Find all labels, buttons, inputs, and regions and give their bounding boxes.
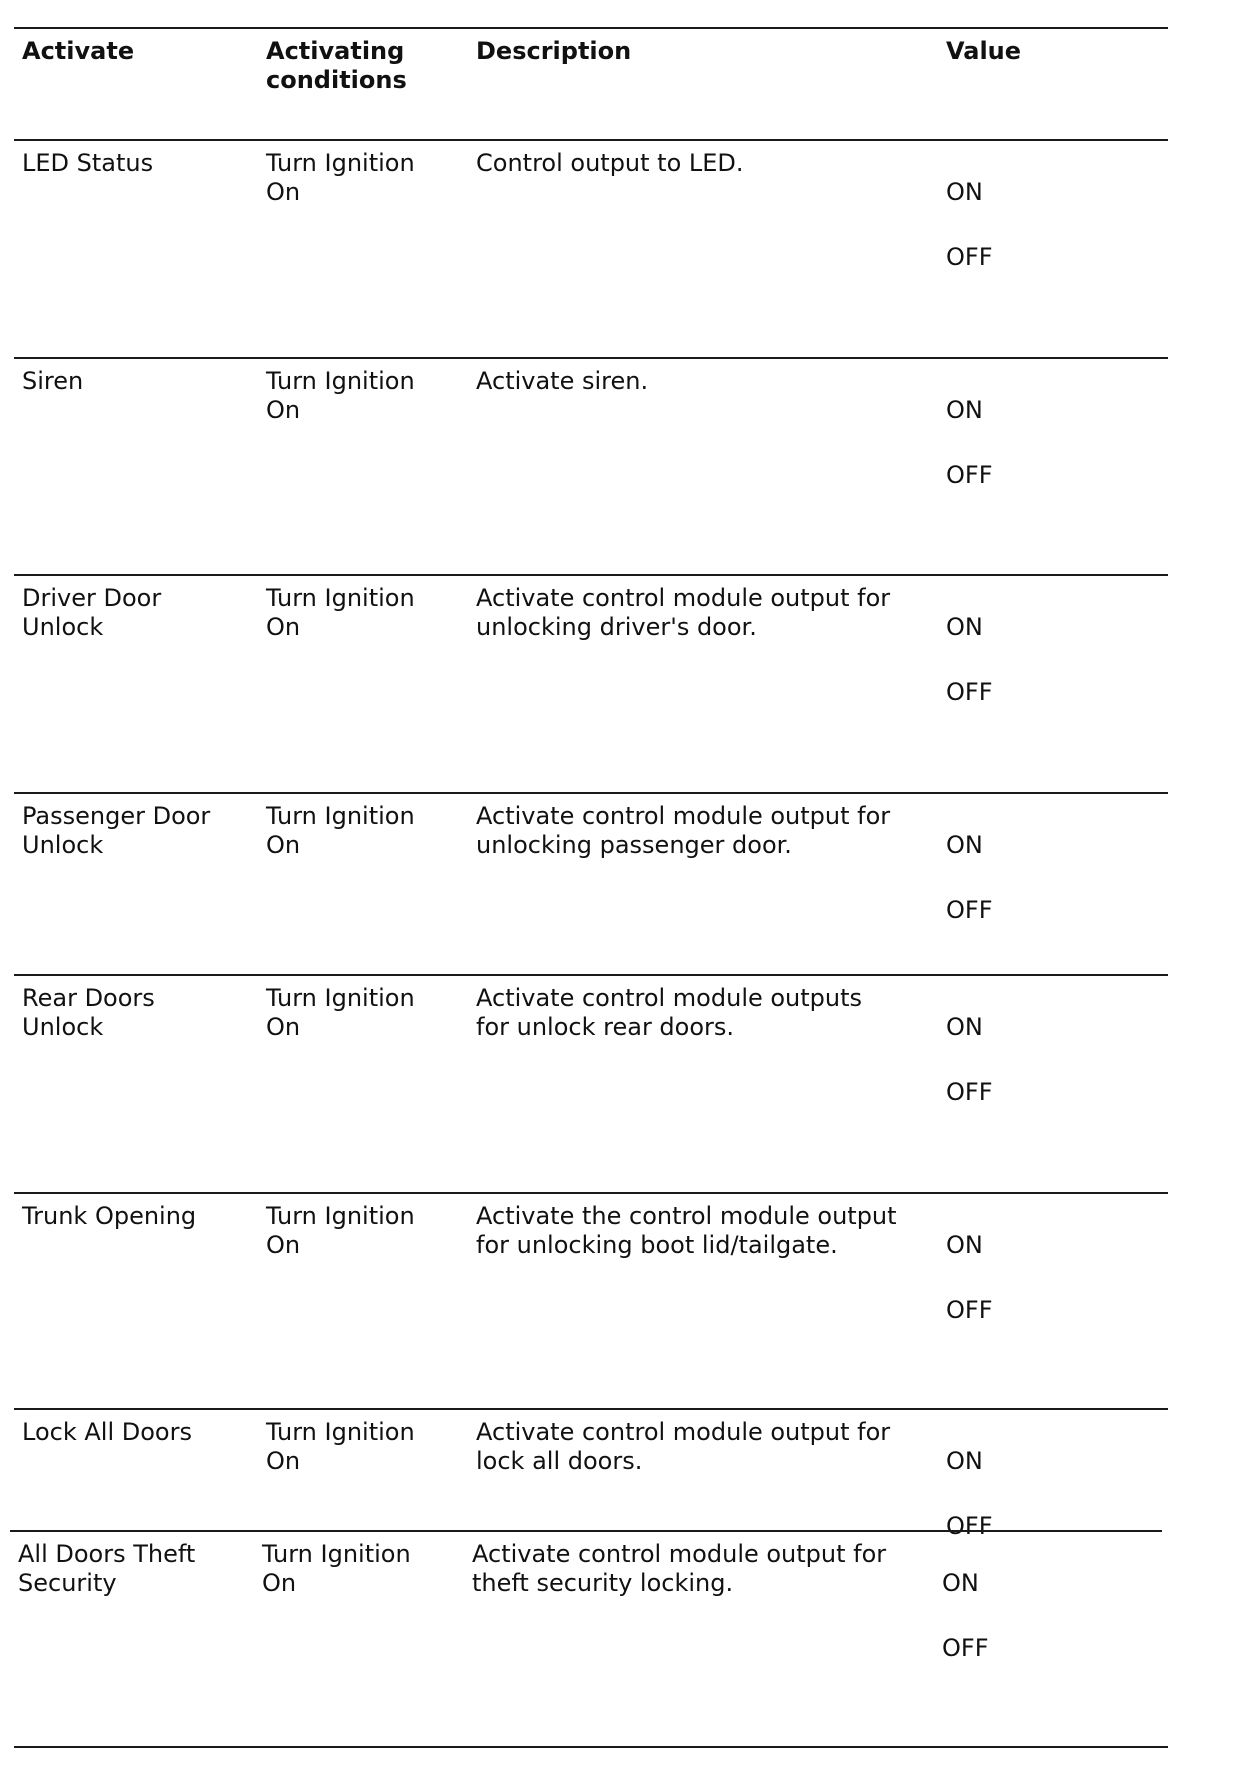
row-description: Activate control module output for lock all doors.: [476, 1418, 891, 1475]
value-off: OFF: [946, 1296, 993, 1324]
row-description: Activate siren.: [476, 367, 649, 395]
table-row: [14, 139, 1168, 357]
row-conditions: Turn Ignition On: [266, 1202, 415, 1259]
value-off: OFF: [946, 461, 993, 489]
row-activate: Rear Doors Unlock: [22, 984, 155, 1041]
row-description: Activate the control module output for unlocking boot lid/tailgate.: [476, 1202, 897, 1259]
value-off: OFF: [946, 678, 993, 706]
row-activate: Passenger Door Unlock: [22, 802, 211, 859]
row-description: Activate control module output for theft security locking.: [472, 1540, 887, 1597]
row-value: [946, 584, 1146, 736]
value-on: ON: [946, 1447, 983, 1475]
value-off: OFF: [942, 1634, 989, 1662]
value-on: ON: [942, 1569, 979, 1597]
value-off: OFF: [946, 243, 993, 271]
value-off: OFF: [946, 896, 993, 924]
header-activate: Activate: [22, 37, 135, 65]
value-off: OFF: [946, 1078, 993, 1106]
value-on: ON: [946, 178, 983, 206]
row-conditions: Turn Ignition On: [266, 149, 415, 206]
table-row: [14, 1408, 1168, 1540]
row-activate: Lock All Doors: [22, 1418, 192, 1446]
value-on: ON: [946, 1013, 983, 1041]
row-conditions: Turn Ignition On: [266, 984, 415, 1041]
row-value: [946, 367, 1146, 519]
row-value: [946, 149, 1146, 301]
table-row: [14, 574, 1168, 792]
value-off: OFF: [946, 1512, 993, 1540]
header-description: Description: [476, 37, 632, 65]
table-row: [14, 792, 1168, 974]
table-row: [14, 974, 1168, 1192]
row-activate: LED Status: [22, 149, 154, 177]
row-activate: Driver Door Unlock: [22, 584, 162, 641]
table-row: [14, 1192, 1168, 1408]
row-activate: All Doors Theft Security: [18, 1540, 196, 1597]
value-on: ON: [946, 1231, 983, 1259]
table-bottom-rule: [14, 1746, 1168, 1748]
row-activate: Siren: [22, 367, 84, 395]
row-conditions: Turn Ignition On: [262, 1540, 411, 1597]
table-header-row: [14, 27, 1168, 139]
row-conditions: Turn Ignition On: [266, 802, 415, 859]
row-conditions: Turn Ignition On: [266, 367, 415, 424]
row-activate: Trunk Opening: [22, 1202, 197, 1230]
row-value: [946, 1202, 1146, 1354]
activation-table: [14, 27, 1168, 1748]
header-value: Value: [946, 37, 1022, 65]
value-on: ON: [946, 831, 983, 859]
row-value: [942, 1540, 1142, 1692]
row-conditions: Turn Ignition On: [266, 1418, 415, 1475]
row-description: Activate control module output for unlocking driver's door.: [476, 584, 891, 641]
value-on: ON: [946, 396, 983, 424]
row-value: [946, 802, 1146, 954]
value-on: ON: [946, 613, 983, 641]
table-row: [10, 1530, 1162, 1746]
table-row: [14, 357, 1168, 574]
row-description: Activate control module outputs for unlock rear doors.: [476, 984, 863, 1041]
row-description: Activate control module output for unlocking passenger door.: [476, 802, 891, 859]
row-conditions: Turn Ignition On: [266, 584, 415, 641]
row-value: [946, 984, 1146, 1136]
row-description: Control output to LED.: [476, 149, 744, 177]
header-activating-conditions: Activating conditions: [266, 37, 407, 94]
